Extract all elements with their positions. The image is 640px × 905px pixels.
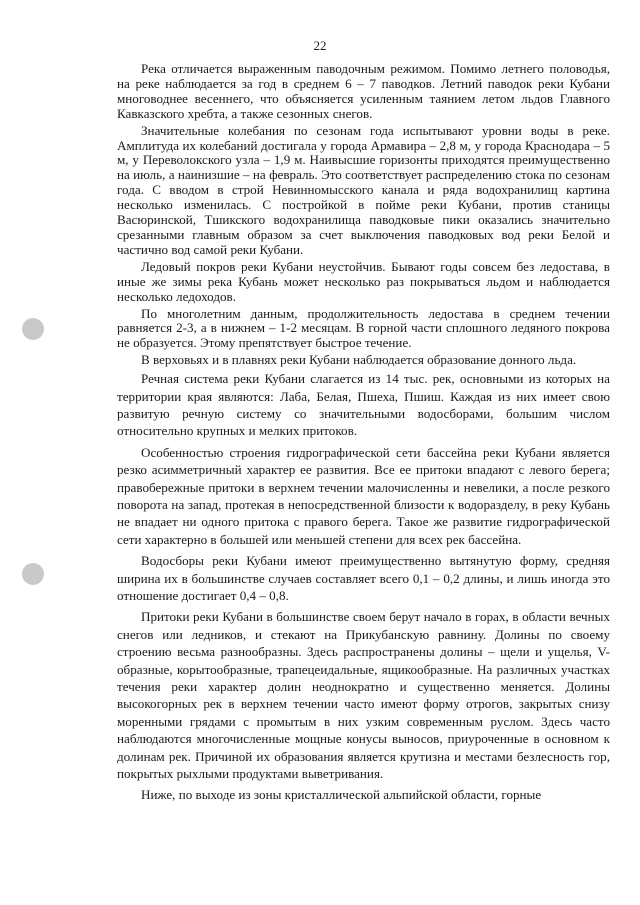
paragraph-catchments: Водосборы реки Кубани имеют преимущественно вытянутую форму, средняя ширина их в большинстве случаев составляет всего 0,1 – 0,2 длины, и лишь иногда это отношение достигает 0,4 – 0,8. (117, 553, 610, 603)
paragraph-continuation: Ниже, по выходе из зоны кристаллической альпийской области, горные (141, 787, 542, 803)
document-body (117, 62, 610, 808)
binder-hole-top (22, 318, 44, 340)
paragraph-bottom-ice: В верховьях и в плавнях реки Кубани наблюдается образование донного льда. (141, 352, 577, 368)
paragraph-hydrographic-network: Особенностью строения гидрографической сети бассейна реки Кубани является резко асимметричный характер ее развития. Все ее притоки впадают с левого берега; правобережные притоки в верхнем течении малочисленны и невелики, а после резкого поворота на запад, протекая в непосредственной близости к водоразделу, в реку Кубань не впадает ни одного притока с правого берега. Такое же развитие гидрографической сети характерно в большей или меньшей степени для всех рек бассейна. (117, 444, 610, 547)
paragraph-ice-cover: Ледовый покров реки Кубани неустойчив. Бывают годы совсем без ледостава, в иные же зимы река Кубань может несколько раз покрываться льдом и наблюдается несколько ледоходов. (117, 258, 610, 304)
paragraph-water-levels: Значительные колебания по сезонам года испытывают уровни воды в реке. Амплитуда их колебаний достигала у города Армавира – 2,8 м, у города Краснодара – 5 м, у Переволокского узла – 1,9 м. Наивысшие горизонты приходятся преимущественно на июль, а наинизшие – на февраль. Это соответствует распределению стока по сезонам года. С вводом в строй Невинномысского канала и ряда водохранилищ картина несколько изменилась. С постройкой в пойме реки Кубани, против станицы Васюринской, Тшикского водохранилища паводковые пики оказались значительно срезанными главным образом за счет выключения паводковых вод реки Белой и частично вод самой реки Кубани. (117, 122, 610, 257)
page-number: 22 (313, 38, 327, 53)
binder-hole-bottom (22, 563, 44, 585)
paragraph-tributaries-valleys: Притоки реки Кубани в большинстве своем берут начало в горах, в области вечных снегов или ледников, и стекают на Прикубанскую равнину. Долины по своему строению весьма разнообразны. Здесь распространены долины – щели и ущелья, V-образные, корытообразные, трапецеидальные, ящикообразные. На различных участках течения реки характер долин неоднократно и существенно меняется. Долины высокогорных рек в верхнем течении часто имеют форму отрогов, закрытых снизу моренными грядами с промытым в них узким современным руслом. Здесь часто наблюдаются многочисленные мощные конусы выносов, приуроченные в основном к долинам рек. Причиной их образования является крутизна и местами безлесность гор, покрытых рыхлыми продуктами выветривания. (117, 609, 610, 782)
paragraph-freeze-duration: По многолетним данным, продолжительность ледостава в среднем течении равняется 2-3, а в нижнем – 1-2 месяцам. В горной части сплошного ледяного покрова не образуется. Этому препятствует быстрое течение. (117, 305, 610, 351)
paragraph-river-system: Речная система реки Кубани слагается из 14 тыс. рек, основными из которых на территории края являются: Лаба, Белая, Пшеха, Пшиш. Каждая из них имеет свою развитую речную систему со значительными водосборами, большим числом относительно крупных и мелких притоков. (117, 371, 610, 439)
paragraph-flood-regime: Река отличается выраженным паводочным режимом. Помимо летнего половодья, на реке наблюдается за год в среднем 6 – 7 паводков. Летний паводок реки Кубани многоводнее весеннего, что объясняется усиленным таянием летом льдов Главного Кавказского хребта, а также сезонных снегов. (117, 61, 610, 121)
